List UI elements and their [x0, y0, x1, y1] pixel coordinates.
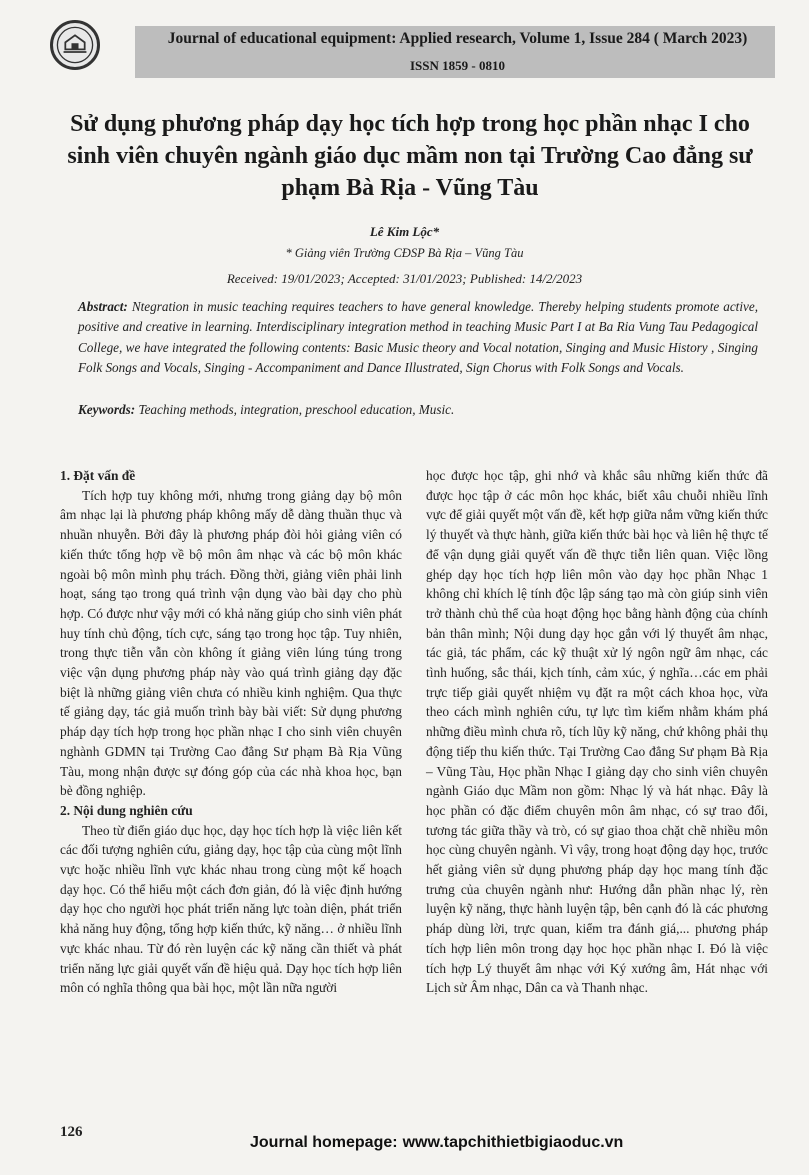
publication-dates: Received: 19/01/2023; Accepted: 31/01/2023; Published: 14/2/2023: [226, 271, 583, 286]
journal-logo-icon: [50, 20, 100, 70]
section-heading-2: 2. Nội dung nghiên cứu: [60, 802, 193, 818]
paragraph: Tích hợp tuy không mới, nhưng trong giảng dạy bộ môn âm nhạc lại là phương pháp không mấy dễ dàng thuần thục và nhuần nhuyễn. Bởi đây là phương pháp đòi hỏi giảng viên có kiến thức tổng hợp về bộ môn âm nhạc và các bộ môn khác ngoài bộ môn mình phụ trách. Đồng thời, giảng viên phải linh hoạt, sáng tạo trong quá trình vận dụng vào bài dạy cho phù hợp. Có được như vậy mới có khả năng giúp cho sinh viên phát huy tính chủ động, tích cực, sáng tạo trong học tập. Tuy nhiên, trong thực tiễn vẫn còn không ít giảng viên lúng túng trong việc vận dụng phương pháp này vào quá trình giảng dạy đặc biệt là những giảng viên chưa có nhiều kinh nghiệm. Qua thực tế giảng dạy, tác giả muốn trình bày bài viết: Sử dụng phương pháp dạy tích hợp trong học phần nhạc I cho sinh viên chuyên nghành GDMN tại Trường Cao đẳng Sư phạm Bà Rịa Vũng Tàu, mong nhận được sự đóng góp của các nhà khoa học, bạn bè đồng nghiệp.: [60, 487, 402, 799]
homepage-label: Journal homepage:: [250, 1134, 398, 1151]
left-column: [60, 466, 402, 998]
journal-homepage: [250, 1134, 623, 1152]
abstract-label: Abstract:: [78, 299, 128, 314]
section-heading-1: 1. Đặt vấn đề: [60, 468, 136, 483]
keywords: [78, 400, 758, 420]
affiliation: * Giảng viên Trường CĐSP Bà Rịa – Vũng Tàu: [285, 246, 524, 260]
abstract: [78, 297, 758, 378]
keywords-label: Keywords:: [78, 402, 136, 417]
issn: ISSN 1859 - 0810: [410, 58, 505, 73]
abstract-text: Ntegration in music teaching requires teachers to have general knowledge. Thereby helping students promote active, positive and creative in learning. Interdisciplinary integration method in teaching Music Part I at Ba Ria Vung Tau Pedagogical College, we have integrated the following contents: Basic Music theory and Vocal notation, Singing and Music History , Singing Folk Songs and Vocals, Singing - Accompaniment and Dance Illustrated, Sign Chorus with Folk Songs and Vocals.: [78, 299, 759, 375]
author: Lê Kim Lộc*: [369, 224, 440, 239]
page-number: 126: [60, 1124, 83, 1140]
journal-citation: Journal of educational equipment: Applied research, Volume 1, Issue 284 ( March 2023): [167, 30, 748, 47]
paragraph: học được học tập, ghi nhớ và khắc sâu những kiến thức đã được học tập ở các môn học khác, biết xâu chuỗi nhiều lĩnh vực để giải quyết một vấn đề, kết hợp giữa nắm vững kiến thức lý thuyết và thực hành, giữa kiến thức bài học và liên hệ thực tế để vận dụng giải quyết vấn đề thực tiễn liên quan. Việc lồng ghép dạy học tích hợp liên môn vào dạy học phần Nhạc 1 không chỉ khích lệ tính độc lập sáng tạo mà còn giúp sinh viên trở thành chủ thể của hoạt động học bằng hành động của chính bản thân mình; Nội dung dạy học gắn với lý thuyết âm nhạc, tác giả, tác phẩm, các kỹ thuật xử lý ngôn ngữ âm nhạc, các tình huống, sắc thái, kịch tính, cảm xúc, ý nghĩa…các em phải trực tiếp giải quyết nhiệm vụ đặt ra một cách khoa học, vừa theo cách mình nghiên cứu, tự lực tìm kiếm nhằm khám phá những điều mình chưa rõ, tích lũy kỹ năng, chứ không phải thụ động tiếp thu kiến thức. Tại Trường Cao đẳng Sư phạm Bà Rịa – Vũng Tàu, Học phần Nhạc I giảng dạy cho sinh viên chuyên ngành Giáo dục Mầm non gồm: Nhạc lý và hát nhạc. Đây là học phần có đặc điểm chuyên môn âm nhạc, có sự trao đổi, tương tác giữa thầy và trò, có sự giao thoa chặt chẽ nhiều môn học cùng chuyên ngành. Vì vậy, trong hoạt động dạy học, trước hết giảng viên sử dụng phương pháp dạy học mang tính đặc trưng của chuyên ngành như: Hướng dẫn phần nhạc lý, rèn luyện kỹ năng, thực hành luyện tập, bên cạnh đó là các phương pháp dùng lời, trực quan, kiểm tra đánh giá,... phương pháp tích hợp liên môn trong dạy học học phần nhạc I. Đó là việc tích hợp Lý thuyết âm nhạc với Ký xướng âm, Hát nhạc với Lịch sử Âm nhạc, Dân ca và Thanh nhạc.: [426, 468, 768, 996]
homepage-url[interactable]: www.tapchithietbigiaoduc.vn: [402, 1134, 624, 1151]
article-title: Sử dụng phương pháp dạy học tích hợp trong học phần nhạc I cho sinh viên chuyên ngành giáo dục mầm non tại Trường Cao đẳng sư phạm Bà Rịa - Vũng Tàu: [67, 111, 753, 201]
right-column: [426, 466, 768, 998]
paragraph: Theo từ điển giáo dục học, dạy học tích hợp là việc liên kết các đối tượng nghiên cứu, giảng dạy, học tập của cùng một lĩnh vực hoặc nhiều lĩnh vực khác nhau trong cùng một kế hoạch dạy học. Có thể hiểu một cách đơn giản, đó là việc định hướng dạy học cho người học phát triển năng lực toàn diện, phát triển khả năng huy động, tổng hợp kiến thức, kỹ năng… ở nhiều lĩnh vực khác nhau. Từ đó rèn luyện các kỹ năng cần thiết và phát triển năng lực giải quyết vấn đề hiệu quả. Dạy học tích hợp liên môn có nghĩa thông qua bài học, một lần nữa người: [60, 822, 402, 996]
keywords-text: Teaching methods, integration, preschool education, Music.: [138, 402, 455, 417]
